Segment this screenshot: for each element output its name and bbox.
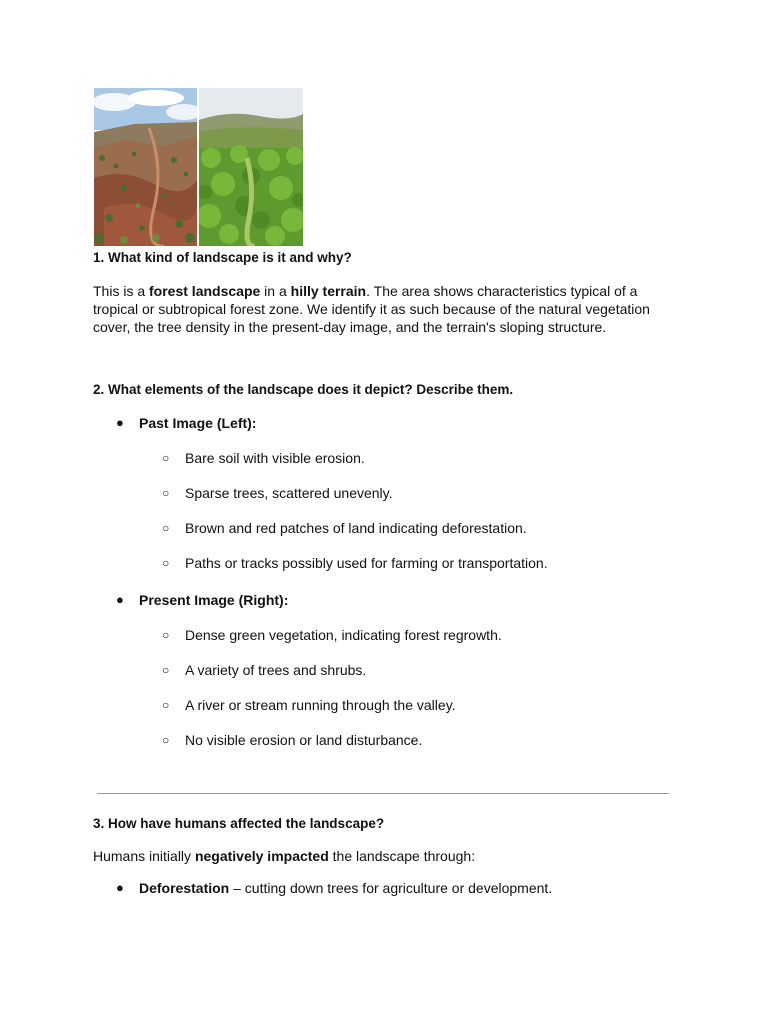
sub-bullet-circle: ○ — [162, 733, 170, 747]
sub-bullet-text: A variety of trees and shrubs. — [185, 662, 367, 678]
question-3-intro — [93, 847, 673, 865]
comparison-image — [94, 88, 303, 246]
bullet-label: Present Image (Right): — [139, 592, 289, 608]
sub-bullet-circle: ○ — [162, 486, 170, 500]
sub-bullet-text: Dense green vegetation, indicating forest regrowth. — [185, 627, 502, 643]
answer-emphasis: forest landscape — [149, 283, 261, 299]
past-landscape-photo — [94, 88, 197, 246]
sub-bullet-text: Bare soil with visible erosion. — [185, 450, 365, 466]
present-landscape-photo — [199, 88, 303, 246]
answer-text: . The area shows characteristics typical of a tropical or subtropical forest zone. We identify it as such because of the natural vegetation cover, the tree density in the present-day image, and the terrain's sloping structure. — [93, 283, 650, 335]
question-1-answer — [93, 282, 673, 336]
intro-text: Humans initially — [93, 848, 195, 864]
sub-bullet-circle: ○ — [162, 521, 170, 535]
sub-bullet-text: No visible erosion or land disturbance. — [185, 732, 423, 748]
bullet-dot: ● — [116, 415, 124, 430]
bullet-dot: ● — [116, 880, 124, 895]
bullet-dot: ● — [116, 592, 124, 607]
sub-bullet-circle: ○ — [162, 556, 170, 570]
sub-bullet-text: Paths or tracks possibly used for farming or transportation. — [185, 555, 548, 571]
sub-bullet-text: A river or stream running through the valley. — [185, 697, 456, 713]
bullet-text — [139, 879, 552, 897]
question-3-heading: 3. How have humans affected the landscape? — [93, 816, 385, 831]
answer-emphasis: hilly terrain — [290, 283, 367, 299]
sub-bullet-circle: ○ — [162, 698, 170, 712]
sub-bullet-text: Brown and red patches of land indicating deforestation. — [185, 520, 527, 536]
sub-bullet-circle: ○ — [162, 451, 170, 465]
intro-emphasis: negatively impacted — [194, 848, 329, 864]
section-divider — [97, 793, 669, 794]
bullet-term: Deforestation — [139, 880, 230, 896]
question-1-heading: 1. What kind of landscape is it and why? — [93, 250, 352, 265]
sub-bullet-text: Sparse trees, scattered unevenly. — [185, 485, 393, 501]
sub-bullet-circle: ○ — [162, 628, 170, 642]
intro-text: the landscape through: — [328, 848, 476, 864]
question-2-heading: 2. What elements of the landscape does it depict? Describe them. — [93, 382, 514, 397]
answer-text: This is a — [93, 283, 150, 299]
sub-bullet-circle: ○ — [162, 663, 170, 677]
answer-text: in a — [260, 283, 291, 299]
bullet-label: Past Image (Left): — [139, 415, 257, 431]
bullet-description: – cutting down trees for agriculture or development. — [229, 880, 553, 896]
